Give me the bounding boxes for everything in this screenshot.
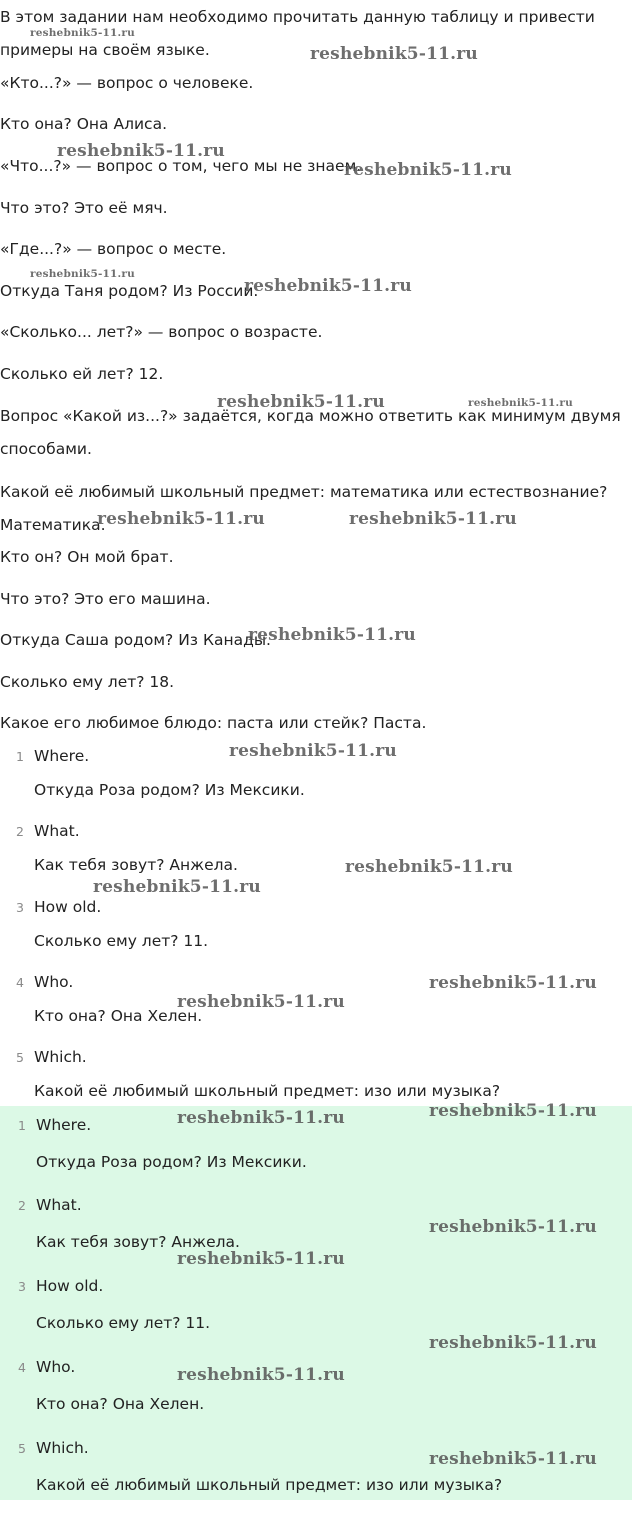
paragraph: Вопрос «Какой из...?» задаётся, когда можно ответить как минимум двумя [0, 407, 621, 425]
answer-item-word: Where. [36, 1116, 92, 1134]
watermark: reshebnik5-11.ru [177, 1108, 345, 1128]
answer-item-example: Откуда Роза родом? Из Мексики. [36, 1153, 307, 1171]
watermark: reshebnik5-11.ru [349, 509, 517, 529]
answer-item-word: How old. [36, 1277, 104, 1295]
answer-item-word: Which. [36, 1439, 89, 1457]
paragraph: Сколько ей лет? 12. [0, 365, 164, 383]
list-number: 4 [16, 975, 24, 990]
watermark: reshebnik5-11.ru [429, 1101, 597, 1121]
paragraph: «Кто...?» — вопрос о человеке. [0, 74, 254, 92]
paragraph: Что это? Это её мяч. [0, 199, 168, 217]
list-item-word: How old. [34, 898, 102, 916]
paragraph: «Что...?» — вопрос о том, чего мы не знаем. [0, 157, 362, 175]
watermark: reshebnik5-11.ru [30, 268, 135, 280]
paragraph: Какой её любимый школьный предмет: математика или естествознание? [0, 483, 608, 501]
list-number: 3 [16, 900, 24, 915]
list-item-word: What. [34, 822, 80, 840]
list-item-example: Сколько ему лет? 11. [34, 932, 209, 950]
watermark: reshebnik5-11.ru [429, 1217, 597, 1237]
answer-item-example: Сколько ему лет? 11. [36, 1314, 211, 1332]
list-item-example: Кто она? Она Хелен. [34, 1007, 203, 1025]
intro-line-2: примеры на своём языке. [0, 41, 210, 59]
watermark: reshebnik5-11.ru [248, 625, 416, 645]
intro-line-1: В этом задании нам необходимо прочитать данную таблицу и привести [0, 8, 595, 26]
watermark: reshebnik5-11.ru [244, 276, 412, 296]
paragraph: Сколько ему лет? 18. [0, 673, 175, 691]
paragraph: «Сколько... лет?» — вопрос о возрасте. [0, 323, 323, 341]
list-item-example: Как тебя зовут? Анжела. [34, 856, 238, 874]
paragraph: Какое его любимое блюдо: паста или стейк? Паста. [0, 714, 427, 732]
list-number: 1 [16, 749, 24, 764]
paragraph: Математика. [0, 516, 106, 534]
answer-number: 3 [18, 1279, 26, 1294]
answer-item-example: Кто она? Она Хелен. [36, 1395, 205, 1413]
watermark: reshebnik5-11.ru [97, 509, 265, 529]
watermark: reshebnik5-11.ru [30, 27, 135, 39]
paragraph: Откуда Таня родом? Из России. [0, 282, 259, 300]
list-item-word: Where. [34, 747, 90, 765]
watermark: reshebnik5-11.ru [429, 1333, 597, 1353]
paragraph: способами. [0, 440, 92, 458]
paragraph: «Где...?» — вопрос о месте. [0, 240, 227, 258]
watermark: reshebnik5-11.ru [429, 973, 597, 993]
watermark: reshebnik5-11.ru [177, 992, 345, 1012]
paragraph: Кто он? Он мой брат. [0, 548, 174, 566]
answer-item-word: What. [36, 1196, 82, 1214]
watermark: reshebnik5-11.ru [229, 741, 397, 761]
watermark: reshebnik5-11.ru [93, 877, 261, 897]
paragraph: Откуда Саша родом? Из Канады. [0, 631, 271, 649]
answer-item-example: Как тебя зовут? Анжела. [36, 1233, 240, 1251]
list-item-example: Какой её любимый школьный предмет: изо или музыка? [34, 1082, 501, 1100]
answer-number: 5 [18, 1441, 26, 1456]
answer-number: 1 [18, 1118, 26, 1133]
answer-item-example: Какой её любимый школьный предмет: изо или музыка? [36, 1476, 503, 1494]
watermark: reshebnik5-11.ru [345, 857, 513, 877]
paragraph: Что это? Это его машина. [0, 590, 211, 608]
answer-item-word: Who. [36, 1358, 76, 1376]
list-item-word: Who. [34, 973, 74, 991]
watermark: reshebnik5-11.ru [344, 160, 512, 180]
watermark: reshebnik5-11.ru [310, 44, 478, 64]
list-item-word: Which. [34, 1048, 87, 1066]
answer-number: 2 [18, 1198, 26, 1213]
list-number: 2 [16, 824, 24, 839]
watermark: reshebnik5-11.ru [217, 392, 385, 412]
answer-number: 4 [18, 1360, 26, 1375]
paragraph: Кто она? Она Алиса. [0, 115, 168, 133]
watermark: reshebnik5-11.ru [468, 397, 573, 409]
list-item-example: Откуда Роза родом? Из Мексики. [34, 781, 305, 799]
watermark: reshebnik5-11.ru [57, 141, 225, 161]
list-number: 5 [16, 1050, 24, 1065]
watermark: reshebnik5-11.ru [177, 1365, 345, 1385]
watermark: reshebnik5-11.ru [429, 1449, 597, 1469]
watermark: reshebnik5-11.ru [177, 1249, 345, 1269]
